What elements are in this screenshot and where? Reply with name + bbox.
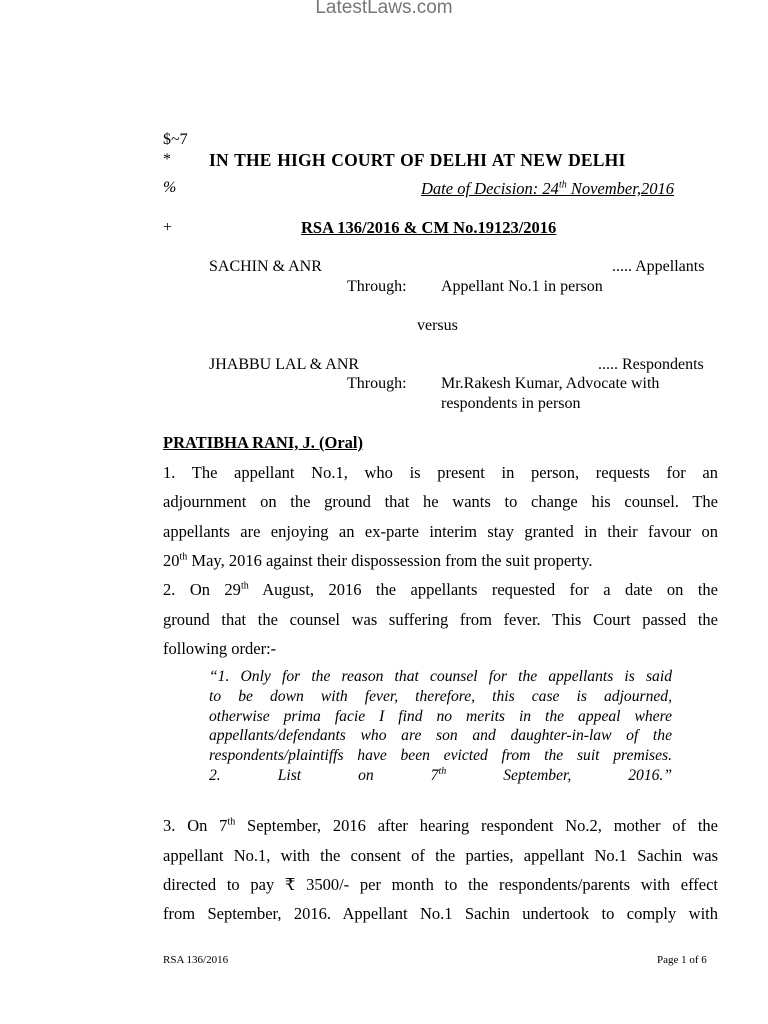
marker-plus: + xyxy=(163,219,173,236)
para1-line4: 20th May, 2016 against their dispossession from the suit property. xyxy=(163,551,593,570)
decision-date: Date of Decision: 24th November,2016 xyxy=(421,179,674,198)
quote-line1: “1. Only for the reason that counsel for the appellants is said xyxy=(209,668,672,685)
quote-line3: otherwise prima facie I find no merits in the appeal where xyxy=(209,708,672,725)
marker-percent: % xyxy=(163,179,177,196)
quote-line5: respondents/plaintiffs have been evicted from the suit premises. xyxy=(209,747,672,764)
appellants-name: SACHIN & ANR xyxy=(209,258,322,275)
para3-line3: directed to pay ₹ 3500/- per month to the respondents/parents with effect xyxy=(163,875,718,894)
footer-case-ref: RSA 136/2016 xyxy=(163,954,229,966)
judge-name: PRATIBHA RANI, J. (Oral) xyxy=(163,433,363,452)
quote-line6: 2. List on 7th September, 2016.” xyxy=(209,765,673,784)
respondents-through-2: respondents in person xyxy=(441,395,581,412)
site-watermark: LatestLaws.com xyxy=(315,0,453,18)
para2-line3: following order:- xyxy=(163,639,277,658)
appellants-through: Appellant No.1 in person xyxy=(441,278,603,295)
para2-line1: 2. On 29th August, 2016 the appellants requested for a date on the xyxy=(163,580,718,599)
respondents-through-1: Mr.Rakesh Kumar, Advocate with xyxy=(441,375,660,392)
quote-line4: appellants/defendants who are son and daughter-in-law of the xyxy=(209,727,672,744)
footer-page-number: Page 1 of 6 xyxy=(657,954,707,966)
para3-line2: appellant No.1, with the consent of the parties, appellant No.1 Sachin was xyxy=(163,846,718,865)
appellants-through-label: Through: xyxy=(347,278,407,295)
para1-line3: appellants are enjoying an ex-parte interim stay granted in their favour on xyxy=(163,522,718,541)
para2-line2: ground that the counsel was suffering from fever. This Court passed the xyxy=(163,610,718,629)
versus-label: versus xyxy=(417,317,458,334)
respondents-role: ..... Respondents xyxy=(598,356,704,373)
para3-line1: 3. On 7th September, 2016 after hearing respondent No.2, mother of the xyxy=(163,816,718,835)
quote-line2: to be down with fever, therefore, this case is adjourned, xyxy=(209,688,672,705)
para1-line1: 1. The appellant No.1, who is present in person, requests for an xyxy=(163,463,718,482)
para3-line4: from September, 2016. Appellant No.1 Sachin undertook to comply with xyxy=(163,904,718,923)
appellants-role: ..... Appellants xyxy=(612,258,705,275)
para1-line2: adjournment on the ground that he wants to change his counsel. The xyxy=(163,492,718,511)
respondents-through-label: Through: xyxy=(347,375,407,392)
court-title: IN THE HIGH COURT OF DELHI AT NEW DELHI xyxy=(209,150,626,170)
marker-star: * xyxy=(163,151,171,168)
respondents-name: JHABBU LAL & ANR xyxy=(209,356,360,373)
case-number: RSA 136/2016 & CM No.19123/2016 xyxy=(301,218,557,237)
marker-dollar: $~7 xyxy=(163,131,188,148)
